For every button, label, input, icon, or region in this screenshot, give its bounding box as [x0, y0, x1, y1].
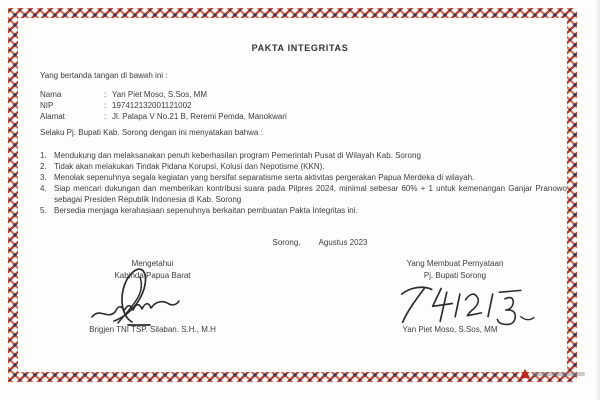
- declaration-intro: Selaku Pj. Bupati Kab. Sorong dengan ini menyatakan bahwa :: [40, 128, 263, 137]
- statement-number: 3.: [40, 173, 47, 182]
- identity-colon: :: [104, 101, 107, 110]
- statement-number: 1.: [40, 151, 47, 160]
- left-role-line1: Mengetahui: [131, 259, 174, 268]
- statement-text: Menolak sepenuhnya segala kegiatan yang bersifat separatisme serta aktivitas pergerakan Papua Merdeka di wilayah.: [54, 173, 475, 182]
- identity-label: NIP: [40, 101, 54, 110]
- statement-list: [40, 150, 567, 216]
- statement-item: [40, 183, 567, 205]
- left-signature-ink: [86, 264, 206, 328]
- statement-item: [40, 205, 567, 216]
- left-role-line2: Kabinda Papua Barat: [114, 270, 191, 280]
- red-logo-icon: [520, 369, 530, 378]
- identity-label: Alamat: [40, 112, 65, 121]
- document-title: PAKTA INTEGRITAS: [251, 43, 349, 53]
- right-signature-ink: [398, 281, 548, 326]
- statement-number: 5.: [40, 206, 47, 215]
- statement-item: [40, 161, 567, 172]
- statement-item: [40, 172, 567, 183]
- statement-item: [40, 150, 567, 161]
- statement-number: 4.: [40, 184, 47, 193]
- right-role-line2: Pj. Bupati Sorong: [423, 270, 487, 280]
- watermark-text-blur: [533, 372, 585, 376]
- dateline-date: Agustus 2023: [318, 238, 368, 247]
- identity-value: Jl. Palapa V No.21 B, Reremi Pemda, Manokwari: [112, 112, 287, 121]
- right-signatory-roles: [365, 258, 545, 281]
- intro-line: Yang bertanda tangan di bawah ini :: [40, 71, 168, 80]
- statement-text: Siap mencari dukungan dan memberikan kontribusi suara pada Pilpres 2024, minimal sebesar 60% + 1 untuk kemenangan Ganjar Pranowo sebagai Presiden Republik Indonesia di Kab. Sorong: [54, 184, 567, 204]
- identity-row: [40, 89, 287, 100]
- dateline-city: Sorong,: [272, 238, 301, 247]
- identity-label: Nama: [40, 90, 62, 99]
- identity-value: 197412132001121002: [112, 101, 192, 110]
- statement-text: Tidak akan melakukan Tindak Pidana Korupsi, Kolusi dan Nepotisme (KKN).: [54, 162, 325, 171]
- statement-text: Mendukung dan melaksanakan penuh keberhasilan program Pemerintah Pusat di Wilayah Kab. Sorong: [54, 151, 421, 160]
- identity-row: [40, 100, 287, 111]
- right-signatory-name: Yan Piet Moso, S.Sos, MM: [402, 325, 498, 334]
- scan-edge-shadow: [594, 0, 600, 400]
- dateline: [240, 238, 400, 247]
- identity-colon: :: [104, 90, 107, 99]
- statement-text: Bersedia menjaga kerahasiaan sepenuhnya berkaitan pembuatan Pakta Integritas ini.: [54, 206, 358, 215]
- identity-value: Yan Piet Moso, S.Sos, MM: [112, 90, 207, 99]
- identity-table: [40, 89, 287, 122]
- identity-colon: :: [104, 112, 107, 121]
- watermark: [520, 369, 585, 378]
- statement-number: 2.: [40, 162, 47, 171]
- right-role-line1: Yang Membuat Pernyataan: [406, 259, 504, 268]
- identity-row: [40, 111, 287, 122]
- left-signatory-name: Brigjen TNI TSP. Silaban. S.H., M.H: [89, 325, 216, 334]
